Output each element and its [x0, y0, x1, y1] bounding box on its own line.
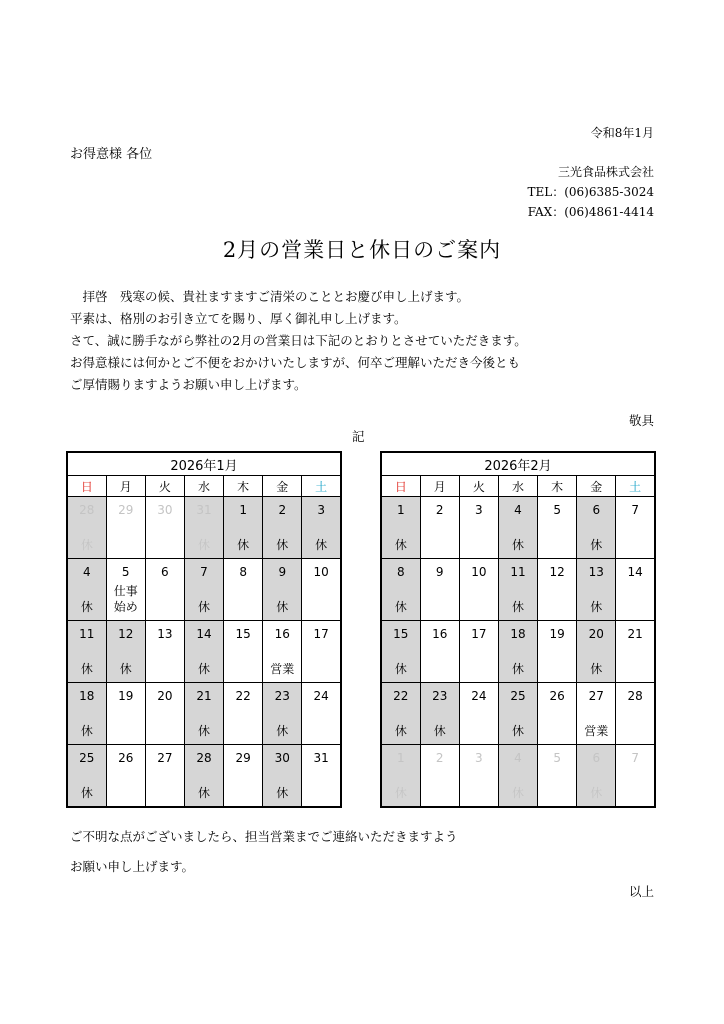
weekday-header: 金 [577, 476, 616, 497]
weekday-header: 火 [459, 476, 498, 497]
day-number: 16 [432, 627, 448, 641]
calendar-day-cell [538, 621, 577, 683]
calendar-day-cell [184, 683, 223, 745]
weekday-header: 月 [106, 476, 145, 497]
day-number: 19 [549, 627, 565, 641]
calendar-day-cell [263, 745, 302, 808]
calendar-day-cell [224, 621, 263, 683]
day-number: 9 [435, 565, 444, 579]
day-number: 10 [471, 565, 487, 579]
calendar-day-cell [145, 683, 184, 745]
day-number: 13 [588, 565, 604, 579]
day-number: 13 [157, 627, 173, 641]
calendar-day-cell [577, 621, 616, 683]
day-number: 29 [118, 503, 134, 517]
day-number: 6 [592, 751, 601, 765]
calendar-day-cell [224, 559, 263, 621]
calendar-day-cell [381, 683, 420, 745]
day-number: 26 [118, 751, 134, 765]
calendar-day-cell [538, 497, 577, 559]
day-number: 15 [393, 627, 409, 641]
day-number: 5 [121, 565, 130, 579]
calendar-day-cell [577, 497, 616, 559]
day-number: 5 [553, 503, 561, 517]
calendar-title: 2026年2月 [381, 452, 655, 476]
day-number: 2 [435, 503, 444, 517]
day-number: 11 [79, 627, 95, 641]
day-number: 4 [83, 565, 91, 579]
calendar-day-cell [302, 621, 341, 683]
company-name: 三光食品株式会社 [557, 165, 654, 179]
calendar-day-cell [498, 745, 537, 808]
calendar-day-cell [538, 683, 577, 745]
calendar-day-cell [67, 497, 106, 559]
calendar-day-cell [459, 745, 498, 808]
calendar-day-cell [498, 559, 537, 621]
day-number: 7 [631, 503, 639, 517]
day-note: 休 [590, 600, 603, 614]
calendar-day-cell [420, 497, 459, 559]
weekday-header: 木 [538, 476, 577, 497]
calendar-day-cell [106, 683, 145, 745]
day-number: 28 [627, 689, 643, 703]
weekday-header: 木 [224, 476, 263, 497]
day-note: 休 [197, 662, 210, 676]
calendar-day-cell [381, 621, 420, 683]
day-note: 休 [80, 600, 93, 614]
day-note: 休 [197, 786, 210, 800]
day-number: 3 [475, 503, 483, 517]
day-note: 休 [237, 538, 250, 552]
company-fax: FAX：(06)4861-4414 [527, 205, 654, 219]
document-date: 令和8年1月 [590, 126, 654, 140]
closing-ijo: 以上 [628, 884, 654, 899]
calendar-day-cell [420, 621, 459, 683]
ki-label: 記 [352, 429, 365, 444]
calendar-day-cell [498, 683, 537, 745]
day-number: 2 [435, 751, 444, 765]
day-number: 20 [588, 627, 604, 641]
calendar-day-cell [145, 497, 184, 559]
body-line: 平素は、格別のお引き立てを賜り、厚く御礼申し上げます。 [70, 311, 407, 326]
day-note: 営業 [270, 662, 295, 676]
calendar-day-cell [184, 497, 223, 559]
calendar-day-cell [616, 745, 655, 808]
day-number: 29 [235, 751, 251, 765]
day-note: 休 [197, 724, 210, 738]
day-note: 休 [80, 786, 93, 800]
day-note: 休 [511, 786, 524, 800]
calendar-day-cell [67, 745, 106, 808]
day-number: 31 [313, 751, 329, 765]
calendar-day-cell [224, 683, 263, 745]
day-note: 休 [590, 538, 603, 552]
calendar-january [66, 451, 342, 808]
company-block [528, 162, 655, 222]
body-line: ご厚情賜りますようお願い申し上げます。 [70, 377, 307, 392]
document-title: 2月の営業日と休日のご案内 [222, 238, 502, 262]
calendar-day-cell [263, 559, 302, 621]
calendar-title: 2026年1月 [67, 452, 341, 476]
calendar-day-cell [616, 621, 655, 683]
letter-body [70, 286, 527, 396]
calendar-day-cell [67, 621, 106, 683]
day-note: 休 [276, 724, 289, 738]
day-note: 休 [80, 662, 93, 676]
day-note: 休 [197, 538, 210, 552]
weekday-header: 水 [184, 476, 223, 497]
day-number: 23 [432, 689, 448, 703]
weekday-header: 土 [302, 476, 341, 497]
calendar-day-cell [420, 559, 459, 621]
day-number: 8 [239, 565, 247, 579]
day-note: 休 [394, 538, 407, 552]
body-line: 拝啓 残寒の候、貴社ますますご清栄のこととお慶び申し上げます。 [70, 289, 470, 304]
weekday-header: 土 [616, 476, 655, 497]
day-number: 14 [627, 565, 643, 579]
day-number: 25 [79, 751, 95, 765]
weekday-header: 日 [67, 476, 106, 497]
day-number: 19 [118, 689, 134, 703]
day-number: 3 [475, 751, 483, 765]
calendar-february [380, 451, 656, 808]
addressee: お得意様 各位 [70, 147, 153, 162]
day-number: 30 [274, 751, 290, 765]
calendar-day-cell [420, 683, 459, 745]
calendar-day-cell [67, 559, 106, 621]
calendar-day-cell [577, 559, 616, 621]
calendar-day-cell [459, 683, 498, 745]
day-note: 休 [276, 538, 289, 552]
footer-line: お願い申し上げます。 [70, 859, 195, 874]
day-note: 休 [590, 662, 603, 676]
calendar-day-cell [302, 683, 341, 745]
weekday-header: 月 [420, 476, 459, 497]
day-number: 27 [588, 689, 604, 703]
calendar-day-cell [145, 745, 184, 808]
calendar-day-cell [459, 621, 498, 683]
calendar-day-cell [498, 497, 537, 559]
day-number: 21 [627, 627, 643, 641]
day-number: 6 [161, 565, 169, 579]
day-note: 休 [511, 600, 524, 614]
day-note: 休 [80, 538, 93, 552]
day-note: 営業 [584, 724, 609, 738]
calendar-day-cell [263, 683, 302, 745]
calendar-day-cell [302, 559, 341, 621]
calendar-day-cell [184, 745, 223, 808]
day-number: 24 [471, 689, 487, 703]
day-number: 25 [510, 689, 526, 703]
day-number: 28 [196, 751, 212, 765]
calendar-day-cell [106, 497, 145, 559]
day-note: 休 [394, 724, 407, 738]
day-number: 5 [553, 751, 561, 765]
day-note: 休 [511, 538, 524, 552]
body-line: お得意様には何かとご不便をおかけいたしますが、何卒ご理解いただき今後とも [70, 355, 521, 370]
day-note: 休 [590, 786, 603, 800]
day-note: 休 [511, 724, 524, 738]
day-number: 4 [514, 503, 522, 517]
day-number: 20 [157, 689, 173, 703]
day-number: 17 [471, 627, 487, 641]
day-number: 1 [397, 751, 405, 765]
calendar-day-cell [145, 559, 184, 621]
day-note: 休 [315, 538, 328, 552]
calendar-day-cell [184, 559, 223, 621]
calendar-day-cell [577, 683, 616, 745]
day-number: 24 [313, 689, 329, 703]
calendar-day-cell [224, 497, 263, 559]
calendar-day-cell [420, 745, 459, 808]
day-number: 22 [235, 689, 251, 703]
day-note: 休 [511, 662, 524, 676]
day-number: 1 [397, 503, 405, 517]
day-note: 休 [80, 724, 93, 738]
calendar-day-cell [263, 497, 302, 559]
calendar-day-cell [538, 745, 577, 808]
day-number: 11 [510, 565, 526, 579]
day-note: 休 [394, 662, 407, 676]
calendar-day-cell [616, 559, 655, 621]
day-number: 7 [200, 565, 208, 579]
calendar-day-cell [67, 683, 106, 745]
day-number: 12 [118, 627, 134, 641]
day-number: 18 [79, 689, 95, 703]
calendar-day-cell [184, 621, 223, 683]
weekday-header: 金 [263, 476, 302, 497]
weekday-header: 火 [145, 476, 184, 497]
calendar-day-cell [381, 497, 420, 559]
day-number: 14 [196, 627, 212, 641]
day-number: 30 [157, 503, 173, 517]
calendar-day-cell [381, 559, 420, 621]
day-number: 27 [157, 751, 173, 765]
calendar-day-cell [381, 745, 420, 808]
calendar-day-cell [224, 745, 263, 808]
company-tel: TEL：(06)6385-3024 [527, 185, 654, 199]
day-number: 8 [397, 565, 405, 579]
day-number: 10 [313, 565, 329, 579]
day-number: 6 [592, 503, 601, 517]
calendar-day-cell [538, 559, 577, 621]
weekday-header: 日 [381, 476, 420, 497]
day-number: 28 [79, 503, 95, 517]
calendar-day-cell [616, 683, 655, 745]
weekday-header: 水 [498, 476, 537, 497]
calendar-day-cell [106, 621, 145, 683]
calendar-day-cell [302, 745, 341, 808]
day-number: 22 [393, 689, 409, 703]
day-number: 23 [274, 689, 290, 703]
calendar-day-cell [106, 559, 145, 621]
day-note: 仕事 始め [113, 584, 138, 614]
day-note: 休 [119, 662, 132, 676]
calendar-day-cell [498, 621, 537, 683]
day-number: 21 [196, 689, 212, 703]
day-note: 休 [197, 600, 210, 614]
day-number: 3 [317, 503, 325, 517]
calendar-day-cell [106, 745, 145, 808]
footer-line: ご不明な点がございましたら、担当営業までご連絡いただきますよう [70, 829, 458, 844]
day-number: 4 [514, 751, 522, 765]
day-number: 16 [274, 627, 290, 641]
day-note: 休 [276, 786, 289, 800]
calendar-day-cell [577, 745, 616, 808]
day-note: 休 [394, 786, 407, 800]
calendar-day-cell [145, 621, 184, 683]
day-note: 休 [433, 724, 446, 738]
body-line: さて、誠に勝手ながら弊社の2月の営業日は下記のとおりとさせていただきます。 [70, 333, 527, 348]
day-number: 15 [235, 627, 251, 641]
calendar-day-cell [616, 497, 655, 559]
footer-note [70, 822, 458, 882]
day-number: 7 [631, 751, 639, 765]
calendar-day-cell [302, 497, 341, 559]
day-number: 2 [278, 503, 287, 517]
calendar-day-cell [459, 559, 498, 621]
day-number: 31 [196, 503, 212, 517]
day-number: 18 [510, 627, 526, 641]
day-number: 1 [239, 503, 247, 517]
calendar-day-cell [459, 497, 498, 559]
day-note: 休 [276, 600, 289, 614]
day-number: 26 [549, 689, 565, 703]
closing-keigu: 敬具 [628, 413, 654, 428]
calendar-day-cell [263, 621, 302, 683]
day-note: 休 [394, 600, 407, 614]
day-number: 9 [278, 565, 287, 579]
day-number: 17 [313, 627, 329, 641]
day-number: 12 [549, 565, 565, 579]
